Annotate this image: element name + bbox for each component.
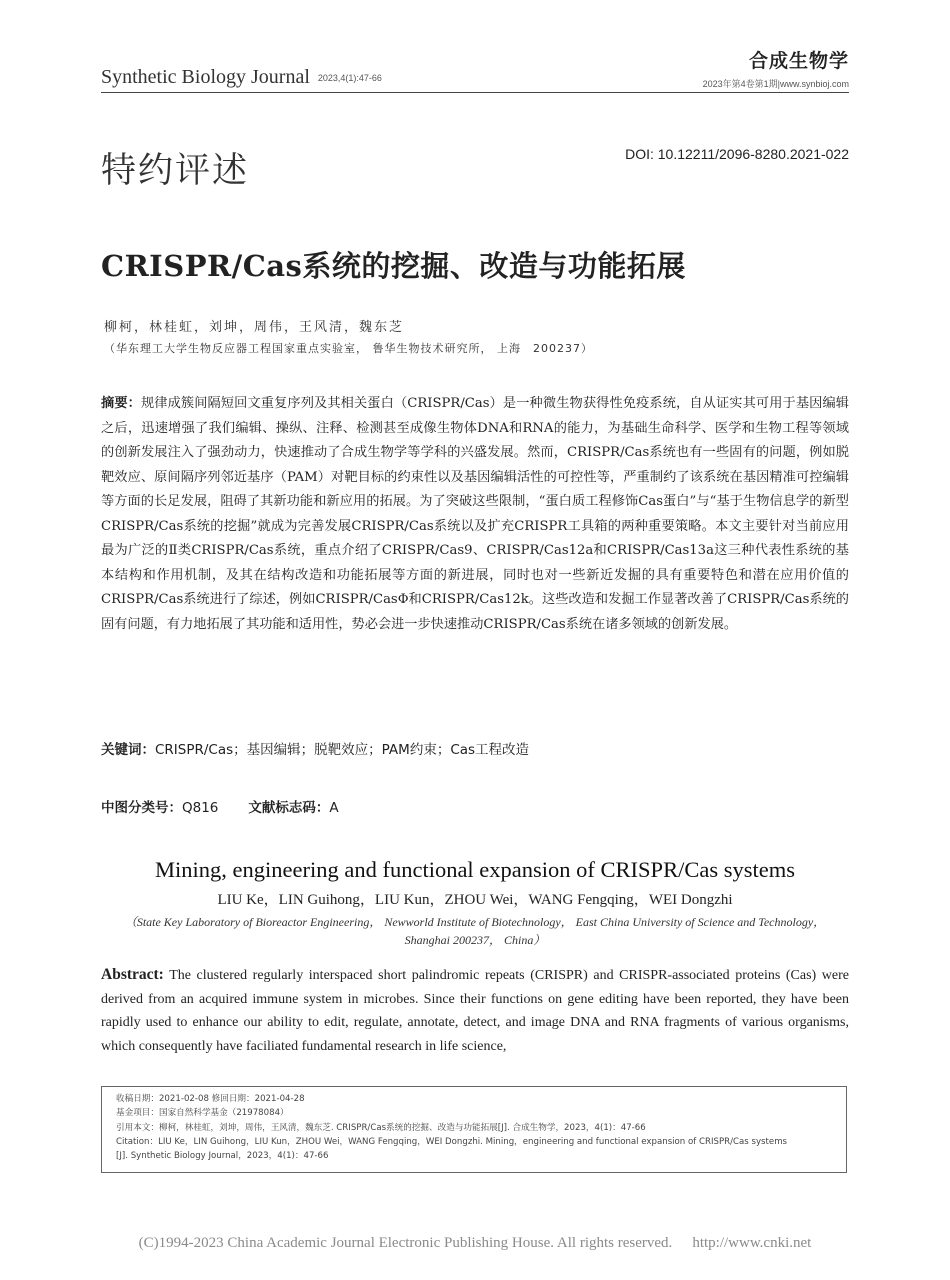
journal-issue: 2023,4(1):47-66 bbox=[317, 73, 382, 83]
issue-line: 2023年第4卷第1期|www.synbioj.com bbox=[702, 79, 849, 89]
affiliation-en: （State Key Laboratory of Bioreactor Engineering， Newworld Institute of Biotechnology， East China University of Science and Technology， Shanghai 200237， China） bbox=[124, 915, 826, 947]
section-heading: 特约评述 bbox=[101, 151, 250, 191]
keywords-cn-text: CRISPR/Cas；基因编辑；脱靶效应；PAM约束；Cas工程改造 bbox=[155, 742, 530, 758]
copyright-text: (C)1994-2023 China Academic Journal Electronic Publishing House. All rights reserved. bbox=[138, 1235, 673, 1251]
journal-title: Synthetic Biology Journal bbox=[101, 66, 310, 88]
citation-en-line2: [J]. Synthetic Biology Journal，2023，4(1)：47-66 bbox=[116, 1151, 329, 1162]
abstract-en-text: The clustered regularly interspaced short palindromic repeats (CRISPR) and CRISPR-associated proteins (Cas) were derived from an acquired immune system in microbes. Since their functions on gene editing have been reported, they have been rapidly used to enhance our ability to edit, regulate, annotate, detect, and image DNA and RNA fragments of various organisms, which consequently have faciliated fundamental research in life science, bbox=[101, 968, 850, 1054]
header-divider bbox=[101, 92, 849, 93]
abstract-cn bbox=[101, 392, 849, 637]
copyright-footer bbox=[0, 1235, 950, 1252]
journal-name bbox=[101, 66, 382, 89]
abstract-en-label: Abstract: bbox=[101, 966, 164, 983]
fund-info: 基金项目：国家自然科学基金（21978084） bbox=[116, 1108, 289, 1119]
cls-value: Q816 bbox=[182, 800, 219, 816]
journal-brand-logo: 合成生物学 bbox=[748, 50, 849, 72]
abstract-cn-text: 规律成簇间隔短回文重复序列及其相关蛋白（CRISPR/Cas）是一种微生物获得性免疫系统，自从证实其可用于基因编辑之后，迅速增强了我们编辑、操纵、注释、检测甚至成像生物体DNA和RNA的能力，为基础生命科学、医学和生物工程等领域的创新发展注入了强劲动力，快速推动了合成生物学等学科的兴盛发展。然而，CRISPR/Cas系统也有一些固有的问题，例如脱靶效应、原间隔序列邻近基序（PAM）对靶目标的约束性以及基因编辑活性的可控性等，严重制约了该系统在基因精准可控编辑等方面的长足发展，阻碍了其新功能和新应用的拓展。为了突破这些限制，“蛋白质工程修饰Cas蛋白”与“基于生物信息学的新型CRISPR/Cas系统的挖掘”就成为完善发展CRISPR/Cas系统以及扩充CRISPR工具箱的两种重要策略。本文主要针对当前应用最为广泛的Ⅱ类CRISPR/Cas系统，重点介绍了CRISPR/Cas9、CRISPR/Cas12a和CRISPR/Cas13a这三种代表性系统的基本结构和作用机制，及其在结构改造和功能拓展等方面的新进展，同时也对一些新近发掘的具有重要特色和潜在应用价值的CRISPR/Cas系统进行了综述，例如CRISPR/CasΦ和CRISPR/Cas12k。这些改造和发掘工作显著改善了CRISPR/Cas系统的固有问题，有力地拓展了其功能和适用性，势必会进一步快速推动CRISPR/Cas系统在诸多领域的创新发展。 bbox=[101, 396, 849, 632]
article-title-cn: CRISPR/Cas系统的挖掘、改造与功能拓展 bbox=[101, 249, 686, 283]
doc-code-label: 文献标志码： bbox=[248, 800, 330, 816]
article-info-box bbox=[101, 1086, 847, 1173]
keywords-cn-label: 关键词： bbox=[101, 742, 155, 758]
article-title-en: Mining, engineering and functional expansion of CRISPR/Cas systems bbox=[155, 857, 795, 882]
abstract-en bbox=[101, 963, 849, 1058]
received-dates: 收稿日期：2021-02-08 修回日期：2021-04-28 bbox=[116, 1094, 305, 1104]
abstract-cn-label: 摘要： bbox=[101, 396, 141, 411]
citation-en-line1: Citation：LIU Ke，LIN Guihong，LIU Kun，ZHOU Wei，WANG Fengqing，WEI Dongzhi. Mining，engineering and functional expansion of CRISPR/Cas systems bbox=[116, 1136, 788, 1147]
cnki-link[interactable]: http://www.cnki.net bbox=[692, 1235, 812, 1251]
cls-label: 中图分类号： bbox=[101, 800, 182, 816]
doi[interactable]: DOI: 10.12211/2096-8280.2021-022 bbox=[625, 146, 849, 162]
keywords-cn bbox=[101, 738, 529, 758]
authors-cn: 柳柯，林桂虹，刘坤，周伟，王风清，魏东芝 bbox=[104, 320, 405, 335]
classification bbox=[101, 796, 339, 816]
citation-cn: 引用本文：柳柯，林桂虹，刘坤，周伟，王风清，魏东芝. CRISPR/Cas系统的挖掘、改造与功能拓展[J]. 合成生物学，2023，4(1)：47-66 bbox=[116, 1122, 646, 1133]
doc-code-value: A bbox=[329, 800, 339, 816]
authors-en: LIU Ke，LIN Guihong，LIU Kun，ZHOU Wei，WANG Fengqing，WEI Dongzhi bbox=[217, 892, 733, 908]
affiliation-cn: （华东理工大学生物反应器工程国家重点实验室， 鲁华生物技术研究所， 上海 200237） bbox=[104, 342, 593, 355]
